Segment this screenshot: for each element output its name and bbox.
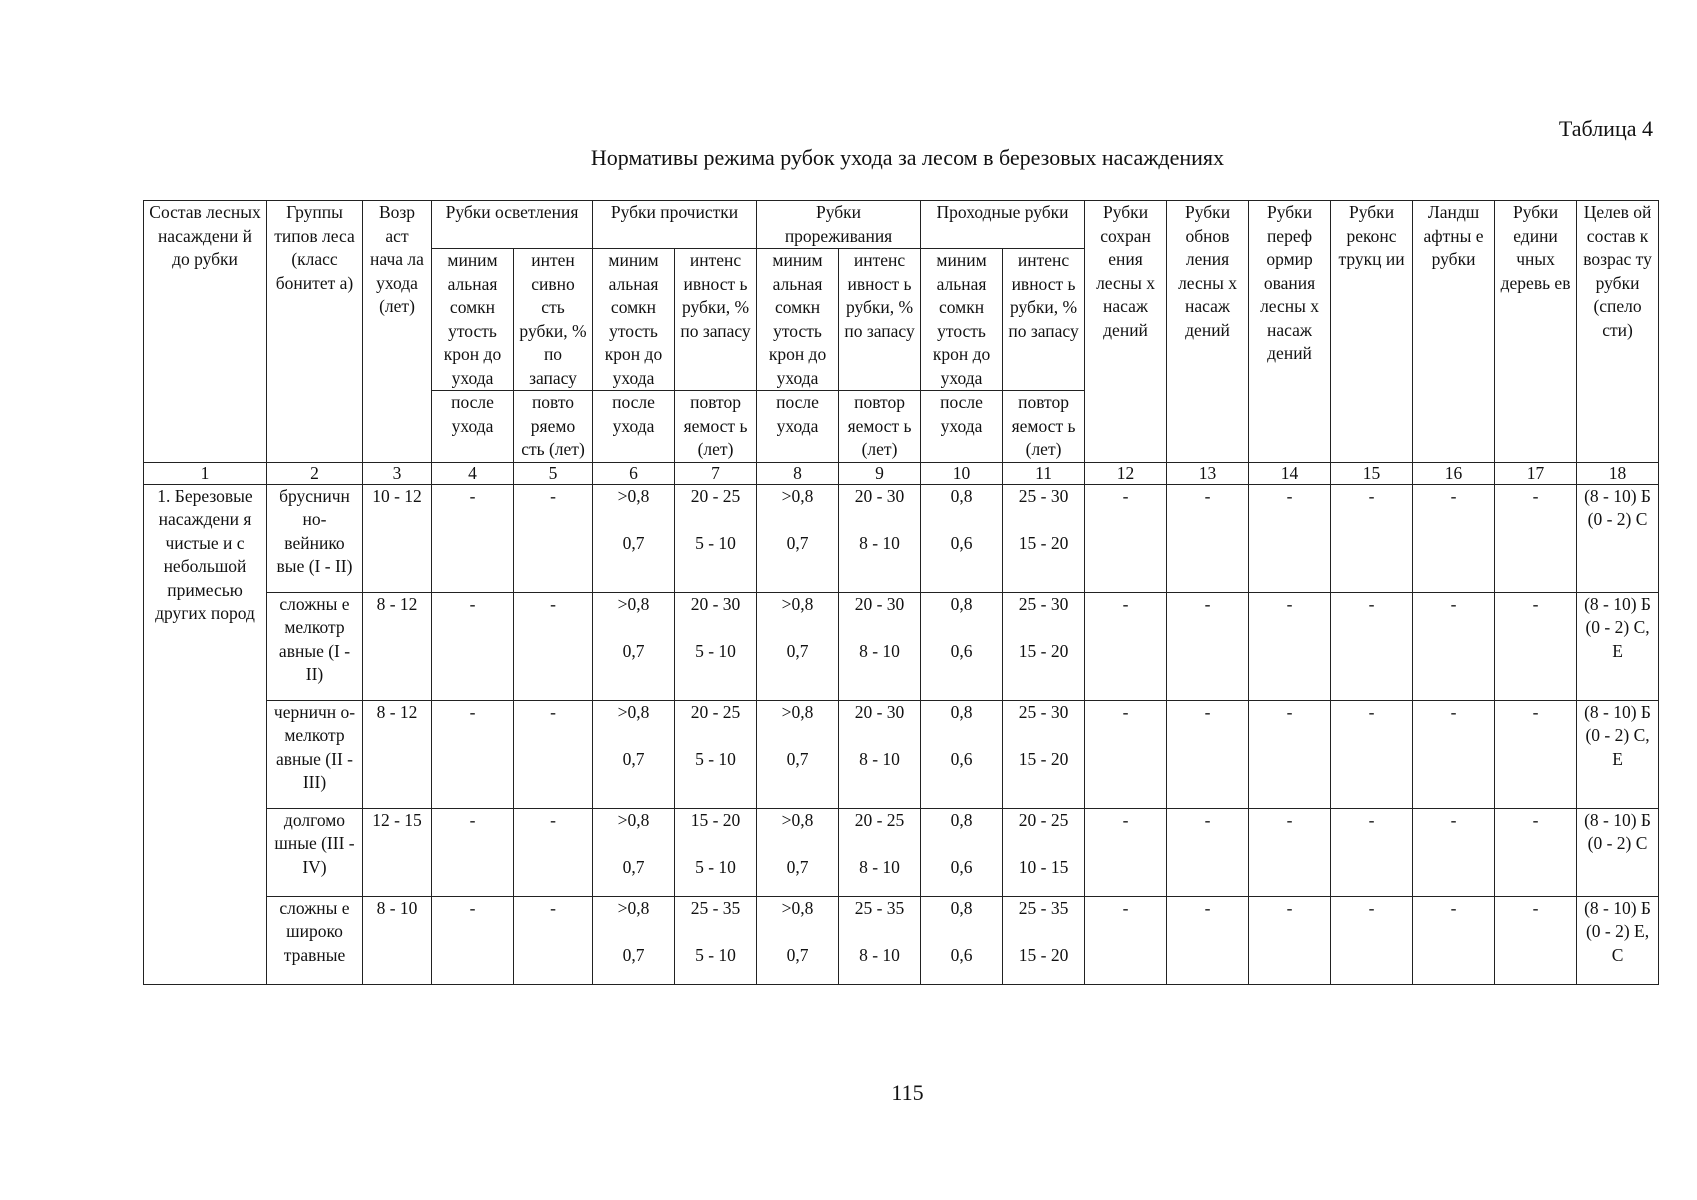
sohranenie-cell: - xyxy=(1085,700,1167,808)
column-number: 2 xyxy=(267,462,363,484)
proch-intensity-cell-secondary: 5 - 10 xyxy=(695,944,736,965)
start-age-cell: 8 - 12 xyxy=(363,700,432,808)
proch-intensity-cell xyxy=(675,700,757,808)
header-composition: Состав лесных насаждени й до рубки xyxy=(144,201,267,463)
forest-type-cell: сложны е мелкотр авные (I - II) xyxy=(267,592,363,700)
sohranenie-cell: - xyxy=(1085,484,1167,592)
proch-intensity-cell xyxy=(675,808,757,896)
osv-min-cell: - xyxy=(432,592,514,700)
prohod-intensity-cell xyxy=(1003,484,1085,592)
prohod-intensity-cell xyxy=(1003,592,1085,700)
landshaft-cell: - xyxy=(1413,592,1495,700)
prorezh-intensity-cell-secondary: 8 - 10 xyxy=(859,856,900,877)
prohod-intensity-cell-secondary: 10 - 15 xyxy=(1018,856,1069,877)
prorezh-density-cell-primary: >0,8 xyxy=(781,701,814,722)
start-age-cell: 8 - 10 xyxy=(363,896,432,984)
proch-intensity-cell-secondary: 5 - 10 xyxy=(695,532,736,553)
prohod-density-cell-primary: 0,8 xyxy=(950,593,973,614)
pereformirovanie-cell: - xyxy=(1249,700,1331,808)
prohod-density-cell-primary: 0,8 xyxy=(950,701,973,722)
proch-density-cell-primary: >0,8 xyxy=(617,809,650,830)
header-prorezhivanie: Рубки прореживания xyxy=(757,201,921,249)
proch-density-cell xyxy=(593,700,675,808)
sohranenie-cell: - xyxy=(1085,808,1167,896)
group-label: 1. Березовые насаждени я чистые и с небольшой примесью других пород xyxy=(144,484,267,984)
header-prohodnye: Проходные рубки xyxy=(921,201,1085,249)
osv-int-cell: - xyxy=(514,700,593,808)
prohod-intensity-cell-secondary: 15 - 20 xyxy=(1018,748,1069,769)
obnovlenie-cell: - xyxy=(1167,700,1249,808)
osv-min-cell: - xyxy=(432,808,514,896)
header-start-age: Возр аст нача ла ухода (лет) xyxy=(363,201,432,463)
header-osvetlenie: Рубки осветления xyxy=(432,201,593,249)
prohod-intensity-cell-primary: 25 - 35 xyxy=(1018,897,1069,918)
forest-type-cell: черничн о- мелкотр авные (II - III) xyxy=(267,700,363,808)
pereformirovanie-cell: - xyxy=(1249,808,1331,896)
prohod-intensity-cell-primary: 25 - 30 xyxy=(1018,701,1069,722)
target-composition-cell: (8 - 10) Б (0 - 2) С xyxy=(1577,484,1659,592)
obnovlenie-cell: - xyxy=(1167,592,1249,700)
proch-intensity-cell-primary: 20 - 25 xyxy=(690,701,741,722)
proch-density-cell-secondary: 0,7 xyxy=(622,640,645,661)
prohod-density-cell-secondary: 0,6 xyxy=(950,532,973,553)
proch-intensity-cell xyxy=(675,896,757,984)
header-prochistka: Рубки прочистки xyxy=(593,201,757,249)
proch-density-cell-secondary: 0,7 xyxy=(622,748,645,769)
column-number: 18 xyxy=(1577,462,1659,484)
subheader-min-density: миним альная сомкн утость крон до ухода xyxy=(921,249,1003,391)
rekonstrukcia-cell: - xyxy=(1331,896,1413,984)
column-number: 17 xyxy=(1495,462,1577,484)
table-row xyxy=(144,484,1659,592)
rekonstrukcia-cell: - xyxy=(1331,808,1413,896)
osv-min-cell: - xyxy=(432,896,514,984)
prorezh-intensity-cell-secondary: 8 - 10 xyxy=(859,532,900,553)
osv-int-cell: - xyxy=(514,896,593,984)
proch-intensity-cell xyxy=(675,484,757,592)
osv-min-cell: - xyxy=(432,700,514,808)
prorezh-intensity-cell-primary: 25 - 35 xyxy=(854,897,905,918)
prohod-density-cell-secondary: 0,6 xyxy=(950,748,973,769)
proch-intensity-cell-secondary: 5 - 10 xyxy=(695,856,736,877)
target-composition-cell: (8 - 10) Б (0 - 2) С xyxy=(1577,808,1659,896)
subheader-repeat: повто ряемо сть (лет) xyxy=(514,391,593,463)
forest-type-cell: брусничн но- вейнико вые (I - II) xyxy=(267,484,363,592)
prorezh-density-cell-primary: >0,8 xyxy=(781,897,814,918)
obnovlenie-cell: - xyxy=(1167,484,1249,592)
prorezh-intensity-cell xyxy=(839,592,921,700)
header-landshaft: Ландш афтны е рубки xyxy=(1413,201,1495,463)
column-number: 4 xyxy=(432,462,514,484)
osv-int-cell: - xyxy=(514,484,593,592)
prohod-density-cell-primary: 0,8 xyxy=(950,897,973,918)
subheader-min-density: миним альная сомкн утость крон до ухода xyxy=(593,249,675,391)
header-target-composition: Целев ой состав к возрас ту рубки (спело сти) xyxy=(1577,201,1659,463)
prohod-intensity-cell-secondary: 15 - 20 xyxy=(1018,944,1069,965)
proch-intensity-cell xyxy=(675,592,757,700)
rekonstrukcia-cell: - xyxy=(1331,592,1413,700)
proch-intensity-cell-primary: 25 - 35 xyxy=(690,897,741,918)
column-number: 5 xyxy=(514,462,593,484)
start-age-cell: 8 - 12 xyxy=(363,592,432,700)
column-number: 12 xyxy=(1085,462,1167,484)
prohod-density-cell-secondary: 0,6 xyxy=(950,856,973,877)
table-title: Нормативы режима рубок ухода за лесом в березовых насаждениях xyxy=(590,145,1225,170)
forest-type-cell: сложны е широко травные xyxy=(267,896,363,984)
rekonstrukcia-cell: - xyxy=(1331,700,1413,808)
prorezh-intensity-cell-primary: 20 - 25 xyxy=(854,809,905,830)
edinichnye-cell: - xyxy=(1495,700,1577,808)
rekonstrukcia-cell: - xyxy=(1331,484,1413,592)
prorezh-intensity-cell-primary: 20 - 30 xyxy=(854,593,905,614)
prohod-intensity-cell xyxy=(1003,700,1085,808)
table-label: Таблица 4 xyxy=(1558,116,1653,141)
table-row xyxy=(144,896,1659,984)
subheader-after: после ухода xyxy=(593,391,675,463)
subheader-min-density: миним альная сомкн утость крон до ухода xyxy=(432,249,514,391)
subheader-intensity: интенс ивност ь рубки, % по запасу xyxy=(675,249,757,391)
edinichnye-cell: - xyxy=(1495,808,1577,896)
table-row xyxy=(144,808,1659,896)
prohod-intensity-cell-primary: 25 - 30 xyxy=(1018,485,1069,506)
prorezh-density-cell-primary: >0,8 xyxy=(781,593,814,614)
forest-type-cell: долгомо шные (III - IV) xyxy=(267,808,363,896)
osv-int-cell: - xyxy=(514,808,593,896)
prohod-intensity-cell-primary: 20 - 25 xyxy=(1018,809,1069,830)
subheader-repeat: повтор яемост ь (лет) xyxy=(839,391,921,463)
prohod-density-cell-primary: 0,8 xyxy=(950,809,973,830)
table-row xyxy=(144,700,1659,808)
column-number: 1 xyxy=(144,462,267,484)
proch-density-cell-primary: >0,8 xyxy=(617,593,650,614)
proch-density-cell-primary: >0,8 xyxy=(617,897,650,918)
landshaft-cell: - xyxy=(1413,896,1495,984)
prorezh-density-cell-primary: >0,8 xyxy=(781,485,814,506)
osv-min-cell: - xyxy=(432,484,514,592)
prohod-intensity-cell xyxy=(1003,808,1085,896)
target-composition-cell: (8 - 10) Б (0 - 2) С, Е xyxy=(1577,592,1659,700)
header-obnovlenie: Рубки обнов ления лесны х насаж дений xyxy=(1167,201,1249,463)
column-number: 8 xyxy=(757,462,839,484)
prorezh-intensity-cell-primary: 20 - 30 xyxy=(854,701,905,722)
sohranenie-cell: - xyxy=(1085,592,1167,700)
header-pereformirovanie: Рубки переф ормир ования лесны х насаж дений xyxy=(1249,201,1331,463)
subheader-after: после ухода xyxy=(921,391,1003,463)
prohod-intensity-cell xyxy=(1003,896,1085,984)
column-number: 7 xyxy=(675,462,757,484)
prorezh-density-cell xyxy=(757,808,839,896)
proch-density-cell-secondary: 0,7 xyxy=(622,856,645,877)
prorezh-intensity-cell xyxy=(839,808,921,896)
proch-intensity-cell-primary: 15 - 20 xyxy=(690,809,741,830)
prorezh-intensity-cell-secondary: 8 - 10 xyxy=(859,640,900,661)
start-age-cell: 12 - 15 xyxy=(363,808,432,896)
proch-density-cell-secondary: 0,7 xyxy=(622,944,645,965)
prohod-intensity-cell-secondary: 15 - 20 xyxy=(1018,532,1069,553)
subheader-intensity: интенс ивност ь рубки, % по запасу xyxy=(1003,249,1085,391)
prorezh-intensity-cell-primary: 20 - 30 xyxy=(854,485,905,506)
prohod-density-cell xyxy=(921,700,1003,808)
page-number: 115 xyxy=(891,1080,924,1105)
proch-density-cell-primary: >0,8 xyxy=(617,701,650,722)
table-body xyxy=(144,484,1659,984)
prorezh-density-cell-secondary: 0,7 xyxy=(786,748,809,769)
prorezh-density-cell-secondary: 0,7 xyxy=(786,944,809,965)
prohod-density-cell xyxy=(921,484,1003,592)
obnovlenie-cell: - xyxy=(1167,896,1249,984)
prohod-intensity-cell-primary: 25 - 30 xyxy=(1018,593,1069,614)
pereformirovanie-cell: - xyxy=(1249,896,1331,984)
column-number: 11 xyxy=(1003,462,1085,484)
column-number: 16 xyxy=(1413,462,1495,484)
prohod-density-cell-secondary: 0,6 xyxy=(950,640,973,661)
prohod-density-cell xyxy=(921,896,1003,984)
sohranenie-cell: - xyxy=(1085,896,1167,984)
table-header xyxy=(144,201,1659,485)
prorezh-intensity-cell xyxy=(839,700,921,808)
edinichnye-cell: - xyxy=(1495,896,1577,984)
column-number: 3 xyxy=(363,462,432,484)
prorezh-intensity-cell-secondary: 8 - 10 xyxy=(859,944,900,965)
prohod-density-cell-primary: 0,8 xyxy=(950,485,973,506)
subheader-intensity: интенс ивност ь рубки, % по запасу xyxy=(839,249,921,391)
obnovlenie-cell: - xyxy=(1167,808,1249,896)
target-composition-cell: (8 - 10) Б (0 - 2) Е, С xyxy=(1577,896,1659,984)
proch-intensity-cell-secondary: 5 - 10 xyxy=(695,640,736,661)
pereformirovanie-cell: - xyxy=(1249,592,1331,700)
header-sohranenie: Рубки сохран ения лесны х насаж дений xyxy=(1085,201,1167,463)
header-edinichnye: Рубки едини чных деревь ев xyxy=(1495,201,1577,463)
proch-density-cell xyxy=(593,484,675,592)
prorezh-density-cell-secondary: 0,7 xyxy=(786,856,809,877)
prohod-density-cell-secondary: 0,6 xyxy=(950,944,973,965)
column-number: 6 xyxy=(593,462,675,484)
header-rekonstrukcia: Рубки реконс трукц ии xyxy=(1331,201,1413,463)
prorezh-intensity-cell-secondary: 8 - 10 xyxy=(859,748,900,769)
proch-intensity-cell-secondary: 5 - 10 xyxy=(695,748,736,769)
target-composition-cell: (8 - 10) Б (0 - 2) С, Е xyxy=(1577,700,1659,808)
prorezh-density-cell-primary: >0,8 xyxy=(781,809,814,830)
prorezh-density-cell xyxy=(757,896,839,984)
prorezh-density-cell-secondary: 0,7 xyxy=(786,532,809,553)
subheader-repeat: повтор яемост ь (лет) xyxy=(1003,391,1085,463)
edinichnye-cell: - xyxy=(1495,484,1577,592)
prorezh-intensity-cell xyxy=(839,896,921,984)
subheader-after: после ухода xyxy=(757,391,839,463)
column-number: 15 xyxy=(1331,462,1413,484)
proch-density-cell-secondary: 0,7 xyxy=(622,532,645,553)
subheader-intensity: интен сивно сть рубки, % по запасу xyxy=(514,249,593,391)
header-forest-type-group: Группы типов леса (класс бонитет а) xyxy=(267,201,363,463)
landshaft-cell: - xyxy=(1413,484,1495,592)
edinichnye-cell: - xyxy=(1495,592,1577,700)
prorezh-density-cell xyxy=(757,484,839,592)
proch-density-cell xyxy=(593,592,675,700)
prohod-density-cell xyxy=(921,592,1003,700)
landshaft-cell: - xyxy=(1413,808,1495,896)
proch-density-cell-primary: >0,8 xyxy=(617,485,650,506)
start-age-cell: 10 - 12 xyxy=(363,484,432,592)
subheader-after: после ухода xyxy=(432,391,514,463)
proch-intensity-cell-primary: 20 - 25 xyxy=(690,485,741,506)
proch-density-cell xyxy=(593,896,675,984)
landshaft-cell: - xyxy=(1413,700,1495,808)
prorezh-density-cell xyxy=(757,700,839,808)
prohod-intensity-cell-secondary: 15 - 20 xyxy=(1018,640,1069,661)
column-number: 9 xyxy=(839,462,921,484)
pereformirovanie-cell: - xyxy=(1249,484,1331,592)
osv-int-cell: - xyxy=(514,592,593,700)
column-number: 10 xyxy=(921,462,1003,484)
prohod-density-cell xyxy=(921,808,1003,896)
column-number-row xyxy=(144,462,1659,484)
column-number: 13 xyxy=(1167,462,1249,484)
prorezh-intensity-cell xyxy=(839,484,921,592)
subheader-min-density: миним альная сомкн утость крон до ухода xyxy=(757,249,839,391)
prorezh-density-cell-secondary: 0,7 xyxy=(786,640,809,661)
subheader-repeat: повтор яемост ь (лет) xyxy=(675,391,757,463)
norms-table xyxy=(143,200,1659,985)
prorezh-density-cell xyxy=(757,592,839,700)
column-number: 14 xyxy=(1249,462,1331,484)
table-row xyxy=(144,592,1659,700)
proch-density-cell xyxy=(593,808,675,896)
proch-intensity-cell-primary: 20 - 30 xyxy=(690,593,741,614)
